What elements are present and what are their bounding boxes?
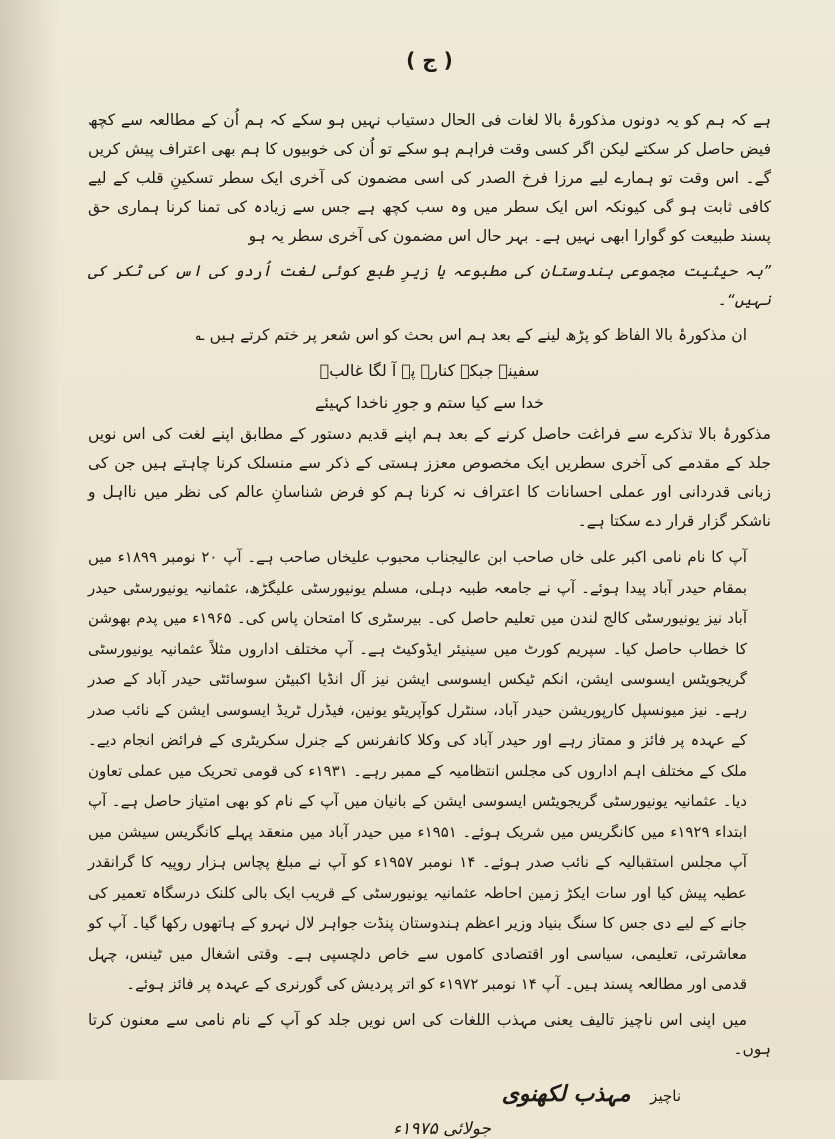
signature-date: جولائی ۱۹۷۵ء — [393, 1118, 491, 1139]
paragraph-dedication: میں اپنی اس ناچیز تالیف یعنی مہذب اللغات کی اس نویں جلد کو آپ کے نام نامی سے معنون کرتا ہوں۔ — [88, 1010, 771, 1058]
binding-shadow — [0, 0, 60, 1080]
paragraph-dedication-intro: مذکورۂ بالا تذکرے سے فراغت حاصل کرنے کے بعد ہم اپنے قدیم دستور کے مطابق اپنے لغت کی اس نویں جلد کے مقدمے کی آخری سطریں ایک مخصوص معزز ہستی کے ذکر سے منسلک کرنا چاہتے ہیں جن کی زبانی قدردانی اور عملی احسانات کا اعتراف نہ کرنا ہم کو فرض شناسانِ عالم کی نظر میں نااہل و ناشکر گزار قرار دے سکتا ہے۔ — [88, 425, 771, 530]
signature-name: مہذب لکھنوی — [501, 1081, 631, 1107]
quotation-line: ”بہ حیثیت مجموعی ہندوستان کی مطبوعہ یا زیرِ طبع کوئی لغت اُردو کی اس کی ٹکر کی نہیں“۔ — [88, 262, 771, 309]
signature-block — [88, 1082, 771, 1139]
document-body — [88, 106, 771, 1064]
signature — [88, 1082, 681, 1107]
paragraph-verse-intro: ان مذکورۂ بالا الفاظ کو پڑھ لینے کے بعد ہم اس بحث کو اس شعر پر ختم کرتے ہیں ؎ — [195, 326, 747, 344]
paragraph-biography: آپ کا نام نامی اکبر علی خاں صاحب ابن عالیجناب محبوب علیخاں صاحب ہے۔ آپ ۲۰ نومبر ۱۸۹۹ء میں بمقام حیدر آباد پیدا ہوئے۔ آپ نے جامعہ طبیہ دہلی، مسلم یونیورسٹی علیگڑھ، عثمانیہ یونیورسٹی حیدر آباد نیز یونیورسٹی کالج لندن میں تعلیم حاصل کی۔ بیرسٹری کا امتحان پاس کی۔ ۱۹۶۵ء میں پدم بھوشن کا خطاب حاصل کیا۔ سپریم کورٹ میں سینیئر ایڈوکیٹ ہے۔ آپ مختلف اداروں مثلاً عثمانیہ یونیورسٹی گریجویٹس ایسوسی ایشن، انکم ٹیکس ایسوسی ایشن نیز آل انڈیا اکبیٹن سوسائٹی حیدر آباد کے صدر رہے۔ نیز میونسپل کارپوریشن حیدر آباد، سنٹرل کوآپریٹو یونین، فیڈرل ٹریڈ ایسوسی ایشن کے نائب صدر کے عہدہ پر فائز و ممتاز رہے اور حیدر آباد کی وکلا کانفرنس کے جنرل سکریٹری کے فرائض انجام دیے۔ ملک کے مختلف اہم اداروں کی مجلس انتظامیہ کے ممبر رہے۔ ۱۹۳۱ء کی قومی تحریک میں عملی تعاون دیا۔ عثمانیہ یونیورسٹی گریجویٹس ایسوسی ایشن کے بانیان میں آپ کے نام کو بھی امتیاز حاصل ہے۔ آپ ابتداء ۱۹۲۹ء میں کانگریس میں شریک ہوئے۔ ۱۹۵۱ء میں حیدر آباد میں منعقد پہلے کانگریس سیشن میں آپ مجلس استقبالیہ کے نائب صدر ہوئے۔ ۱۴ نومبر ۱۹۵۷ء کو آپ نے مبلغ پچاس ہزار روپیہ کا گرانقدر عطیہ پیش کیا اور سات ایکڑ زمین احاطہ عثمانیہ یونیورسٹی کے قریب ایک بالی کلنک درسگاہ تعمیر کی جانے کے لیے دی جس کا سنگ بنیاد وزیر اعظم ہندوستان پنڈت جواہر لال نہرو کے ہاتھوں رکھا گیا۔ آپ کو معاشرتی، تعلیمی، سیاسی اور اقتصادی کاموں سے خاص دلچسپی ہے۔ وقتی اشغال میں ٹینس، چہل قدمی اور مطالعہ پسند ہیں۔ آپ ۱۴ نومبر ۱۹۷۲ء کو اتر پردیش کی گورنری کے عہدہ پر فائز ہوئے۔ — [88, 548, 748, 993]
paragraph-lexicons: ہے کہ ہم کو یہ دونوں مذکورۂ بالا لغات فی الحال دستیاب نہیں ہو سکے کہ ہم اُن کے مطالعہ سے کچھ فیض حاصل کر سکتے لیکن اگر کسی وقت فراہم ہو سکے تو اُن کی خوبیوں کا ہم بھی اعتراف پیش کریں گے۔ اس وقت تو ہمارے لیے مرزا فرخ الصدر کی اسی مضمون کی آخری ایک سطر تسکینِ قلب کے لیے کافی ثابت ہو گی کیونکہ اس ایک سطر میں وہ سب کچھ ہے جس سے زیادہ کی تمنا کرنا ہماری حق پسند طبیعت کو گوارا ابھی نہیں ہے۔ بہر حال اس مضمون کی آخری سطر یہ ہو — [88, 111, 771, 245]
page-number: ( ج ) — [406, 48, 453, 72]
signature-prefix: ناچیز — [650, 1086, 681, 1105]
verse-line-2: خدا سے کیا ستم و جورِ ناخدا کہیئے — [314, 393, 544, 412]
verse-line-1: سفینہ جبکہ کنارے پہ آ لگا غالبؔ — [319, 361, 540, 380]
